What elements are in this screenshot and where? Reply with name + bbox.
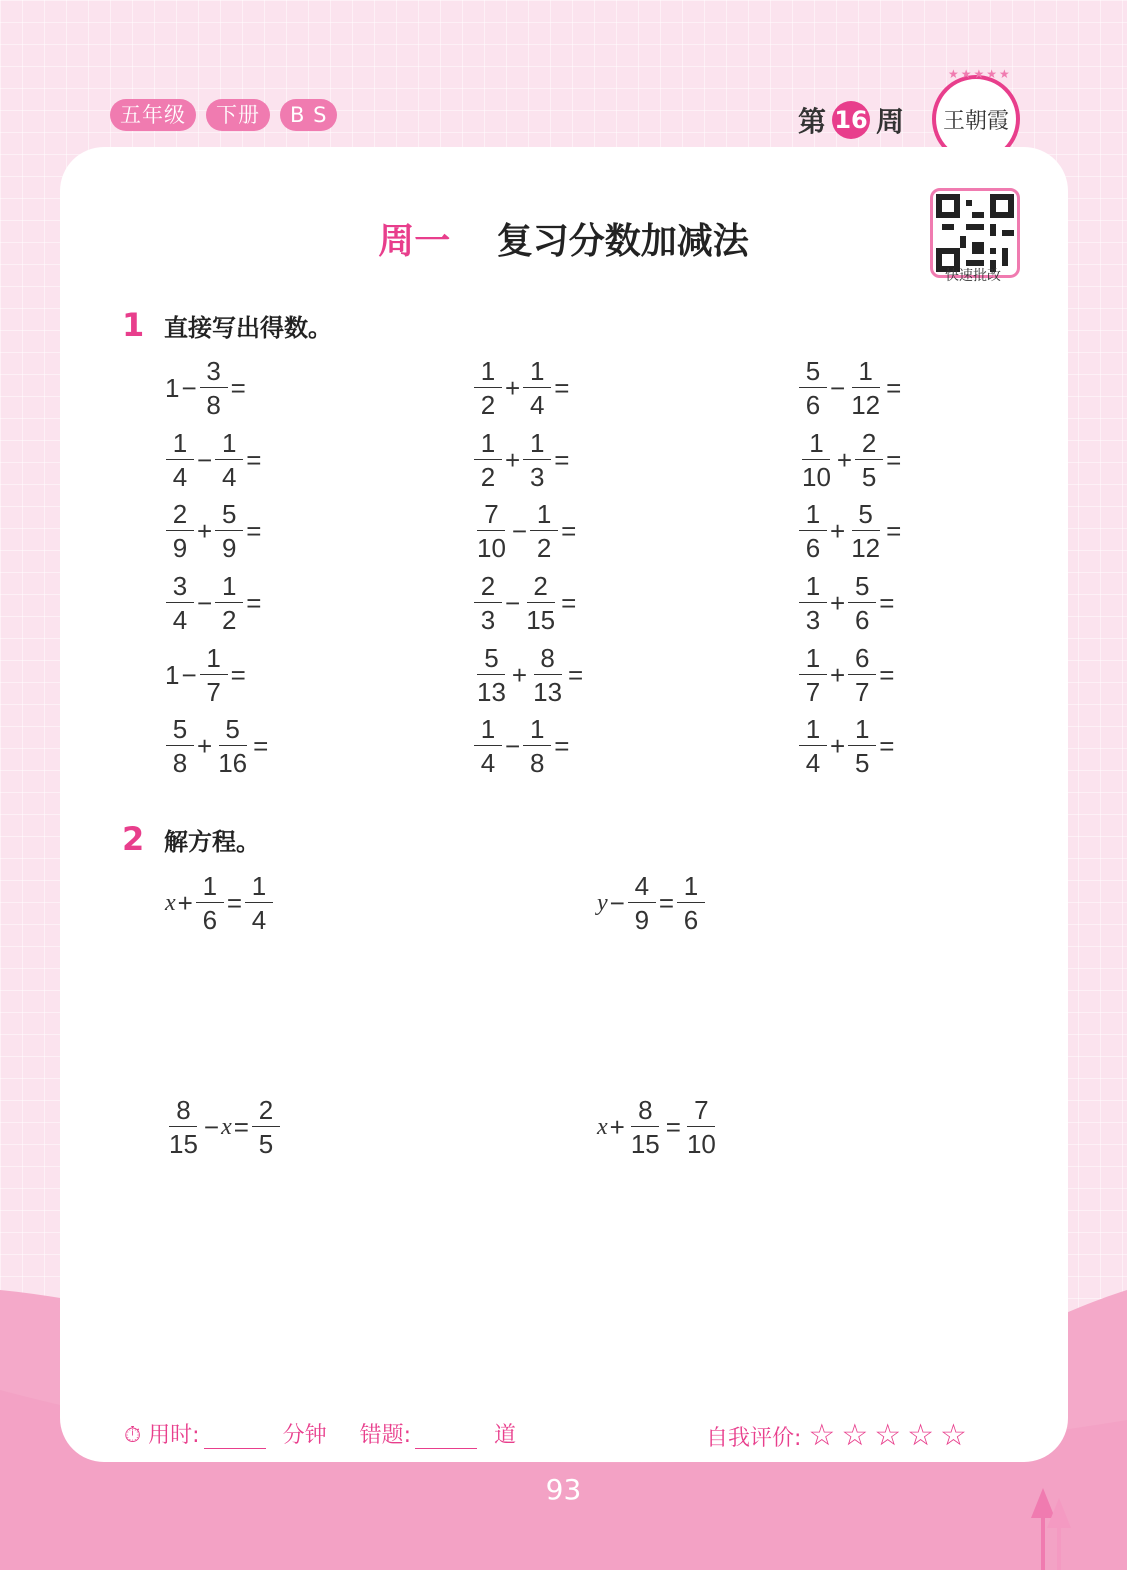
- denominator: 15: [169, 1129, 198, 1159]
- arithmetic-problem: [798, 358, 903, 418]
- fraction: [166, 1097, 201, 1157]
- fraction: [166, 716, 194, 776]
- denominator: 5: [258, 1129, 274, 1159]
- equation: [165, 1097, 281, 1157]
- operator: −: [203, 1111, 220, 1142]
- numerator: 1: [523, 716, 551, 746]
- errors-label: 错题:: [359, 1423, 412, 1448]
- denominator: 13: [477, 677, 506, 707]
- fraction: [799, 358, 827, 418]
- denominator: 6: [854, 605, 870, 635]
- numerator: 5: [799, 358, 827, 388]
- operator: =: [233, 1111, 249, 1142]
- numerator: 1: [200, 645, 228, 675]
- fraction: [215, 430, 243, 490]
- variable: y: [597, 889, 608, 916]
- arithmetic-problem: [165, 430, 263, 490]
- number: 1: [165, 659, 180, 690]
- arithmetic-problem: [473, 430, 571, 490]
- operator: =: [665, 1111, 681, 1142]
- operator: +: [836, 444, 853, 475]
- fraction: [523, 573, 558, 633]
- arithmetic-problem: [473, 573, 578, 633]
- operator: =: [246, 587, 262, 618]
- numerator: 2: [166, 501, 194, 531]
- denominator: 7: [854, 677, 870, 707]
- week-number: 16: [832, 101, 870, 139]
- arithmetic-problem: [165, 645, 248, 705]
- fraction: [474, 430, 502, 490]
- operator: +: [830, 587, 846, 618]
- footer-self-eval: [706, 1418, 973, 1453]
- fraction: [166, 573, 194, 633]
- equation: [165, 873, 274, 933]
- numerator: 2: [474, 573, 502, 603]
- denominator: 3: [805, 605, 821, 635]
- numerator: 4: [628, 873, 656, 903]
- denominator: 9: [172, 533, 188, 563]
- equation: [597, 873, 706, 933]
- numerator: 1: [802, 430, 830, 460]
- section-1-header: [122, 306, 332, 344]
- decor-arrows-icon: [1025, 1488, 1075, 1570]
- denominator: 16: [218, 748, 248, 778]
- fraction: [848, 645, 876, 705]
- operator: −: [830, 372, 846, 403]
- operator: =: [886, 444, 902, 475]
- operator: =: [879, 659, 895, 690]
- numerator: 1: [474, 430, 502, 460]
- numerator: 1: [523, 430, 551, 460]
- arithmetic-problem: [798, 573, 896, 633]
- denominator: 6: [805, 533, 821, 563]
- denominator: 5: [854, 748, 870, 778]
- operator: =: [879, 730, 895, 761]
- denominator: 6: [805, 390, 821, 420]
- title-day: 周一: [378, 221, 451, 262]
- denominator: 4: [172, 605, 188, 635]
- operator: =: [561, 515, 577, 546]
- arithmetic-problem: [473, 716, 571, 776]
- operator: =: [554, 372, 570, 403]
- operator: =: [554, 730, 570, 761]
- numerator: 1: [852, 358, 880, 388]
- fraction: [848, 716, 876, 776]
- fraction: [200, 645, 228, 705]
- numerator: 1: [474, 358, 502, 388]
- operator: +: [197, 515, 213, 546]
- operator: −: [511, 515, 528, 546]
- arithmetic-problem: [798, 645, 896, 705]
- fraction: [215, 573, 243, 633]
- time-label: 用时:: [148, 1423, 200, 1448]
- operator: =: [246, 444, 262, 475]
- numerator: 1: [799, 716, 827, 746]
- numerator: 8: [631, 1097, 659, 1127]
- denominator: 9: [634, 905, 650, 935]
- denominator: 10: [802, 462, 831, 492]
- operator: =: [879, 587, 895, 618]
- fraction: [200, 358, 228, 418]
- errors-unit: 道: [494, 1423, 517, 1448]
- numerator: 5: [848, 573, 876, 603]
- section-1-number: 1: [122, 306, 145, 344]
- operator: −: [609, 887, 625, 918]
- denominator: 8: [206, 390, 221, 420]
- denominator: 4: [172, 462, 188, 492]
- denominator: 4: [480, 748, 496, 778]
- arithmetic-problem: [473, 501, 578, 561]
- numerator: 7: [477, 501, 505, 531]
- denominator: 10: [686, 1129, 716, 1159]
- fraction: [166, 430, 194, 490]
- numerator: 5: [219, 716, 247, 746]
- denominator: 4: [221, 462, 237, 492]
- denominator: 12: [851, 390, 881, 420]
- numerator: 1: [215, 430, 243, 460]
- denominator: 2: [480, 462, 496, 492]
- numerator: 1: [677, 873, 705, 903]
- variable: x: [597, 1113, 608, 1140]
- numerator: 1: [799, 645, 827, 675]
- operator: +: [830, 515, 846, 546]
- numerator: 5: [166, 716, 194, 746]
- logo-stars-icon: ★★★★★: [948, 67, 1012, 81]
- volume-tag: 下册: [206, 99, 270, 131]
- numerator: 5: [215, 501, 243, 531]
- denominator: 7: [805, 677, 821, 707]
- section-1-title: 直接写出得数。: [164, 313, 332, 342]
- fraction: [474, 716, 502, 776]
- denominator: 3: [529, 462, 545, 492]
- fraction: [245, 873, 273, 933]
- operator: −: [181, 372, 197, 403]
- arithmetic-problem: [473, 358, 571, 418]
- fraction: [215, 501, 243, 561]
- denominator: 4: [805, 748, 821, 778]
- equation: [597, 1097, 720, 1157]
- numerator: 8: [534, 645, 562, 675]
- numerator: 1: [799, 501, 827, 531]
- fraction: [799, 573, 827, 633]
- operator: +: [197, 730, 213, 761]
- numerator: 3: [200, 358, 228, 388]
- time-input[interactable]: [204, 1424, 266, 1449]
- grade-tags: [110, 99, 337, 131]
- operator: −: [197, 587, 213, 618]
- edition-tag: B S: [280, 99, 337, 131]
- arithmetic-problem: [798, 716, 896, 776]
- operator: =: [568, 659, 584, 690]
- fraction: [252, 1097, 280, 1157]
- denominator: 2: [536, 533, 552, 563]
- numerator: 1: [166, 430, 194, 460]
- numerator: 3: [166, 573, 194, 603]
- fraction: [523, 716, 551, 776]
- numerator: 6: [848, 645, 876, 675]
- fraction: [628, 1097, 663, 1157]
- numerator: 1: [523, 358, 551, 388]
- numerator: 1: [196, 873, 224, 903]
- denominator: 15: [526, 605, 556, 635]
- numerator: 1: [848, 716, 876, 746]
- fraction: [523, 358, 551, 418]
- operator: −: [505, 587, 521, 618]
- minutes-label: 分钟: [282, 1423, 327, 1448]
- denominator: 2: [221, 605, 237, 635]
- fraction: [530, 645, 565, 705]
- numerator: 2: [855, 430, 883, 460]
- arithmetic-problem: [473, 645, 585, 705]
- operator: =: [230, 372, 246, 403]
- fraction: [474, 358, 502, 418]
- operator: −: [181, 659, 197, 690]
- operator: +: [505, 372, 521, 403]
- arithmetic-problem: [165, 358, 248, 418]
- fraction: [523, 430, 551, 490]
- operator: +: [511, 659, 528, 690]
- week-indicator: [798, 100, 904, 140]
- fraction: [474, 645, 509, 705]
- numerator: 1: [245, 873, 273, 903]
- numerator: 7: [687, 1097, 715, 1127]
- numerator: 2: [252, 1097, 280, 1127]
- self-eval-label: 自我评价:: [706, 1426, 802, 1451]
- arithmetic-problem: [165, 501, 263, 561]
- denominator: 3: [480, 605, 496, 635]
- fraction: [684, 1097, 719, 1157]
- denominator: 7: [206, 677, 221, 707]
- section-2-header: [122, 820, 260, 858]
- numerator: 8: [169, 1097, 197, 1127]
- fraction: [799, 716, 827, 776]
- operator: +: [830, 730, 846, 761]
- operator: =: [886, 372, 902, 403]
- section-2-title: 解方程。: [164, 827, 260, 856]
- denominator: 5: [861, 462, 877, 492]
- operator: −: [197, 444, 213, 475]
- denominator: 8: [172, 748, 188, 778]
- fraction: [799, 645, 827, 705]
- denominator: 4: [529, 390, 545, 420]
- denominator: 8: [529, 748, 545, 778]
- numerator: 5: [477, 645, 505, 675]
- denominator: 13: [533, 677, 563, 707]
- arithmetic-problem: [798, 501, 903, 561]
- numerator: 1: [215, 573, 243, 603]
- operator: =: [226, 887, 243, 918]
- fraction: [474, 501, 509, 561]
- fraction: [166, 501, 194, 561]
- worksheet-card: [60, 147, 1068, 1462]
- fraction: [848, 501, 883, 561]
- denominator: 15: [630, 1129, 660, 1159]
- title-topic: 复习分数加减法: [496, 221, 749, 262]
- operator: =: [554, 444, 570, 475]
- fraction: [196, 873, 224, 933]
- denominator: 2: [480, 390, 496, 420]
- page-number: 93: [545, 1473, 582, 1506]
- footer-time-errors: [124, 1418, 516, 1449]
- qr-label: 快速批改: [945, 268, 1001, 284]
- operator: =: [561, 587, 577, 618]
- grade-tag: 五年级: [110, 99, 196, 131]
- logo-text: 王朝霞: [942, 108, 1009, 134]
- numerator: 5: [852, 501, 880, 531]
- fraction: [799, 430, 834, 490]
- fraction: [799, 501, 827, 561]
- arithmetic-problem: [798, 430, 903, 490]
- fraction: [848, 573, 876, 633]
- operator: −: [505, 730, 521, 761]
- operator: =: [886, 515, 902, 546]
- rating-stars[interactable]: ☆☆☆☆☆: [808, 1418, 973, 1453]
- fraction: [677, 873, 705, 933]
- fraction: [474, 573, 502, 633]
- section-2-number: 2: [122, 820, 145, 858]
- fraction: [855, 430, 883, 490]
- number: 1: [165, 372, 180, 403]
- fraction: [628, 873, 656, 933]
- numerator: 1: [474, 716, 502, 746]
- errors-input[interactable]: [415, 1424, 477, 1449]
- week-prefix: 第: [798, 105, 827, 138]
- denominator: 6: [683, 905, 699, 935]
- variable: x: [165, 889, 176, 916]
- numerator: 2: [527, 573, 555, 603]
- fraction: [215, 716, 250, 776]
- operator: =: [230, 659, 246, 690]
- operator: +: [177, 887, 193, 918]
- timer-icon: ⏱: [124, 1423, 142, 1448]
- operator: =: [253, 730, 269, 761]
- numerator: 1: [530, 501, 558, 531]
- operator: =: [246, 515, 262, 546]
- fraction: [530, 501, 558, 561]
- denominator: 9: [221, 533, 237, 563]
- denominator: 12: [851, 533, 881, 563]
- arithmetic-problem: [165, 573, 263, 633]
- week-suffix: 周: [876, 105, 905, 138]
- denominator: 10: [477, 533, 506, 563]
- fraction: [848, 358, 883, 418]
- operator: +: [505, 444, 521, 475]
- numerator: 1: [799, 573, 827, 603]
- denominator: 6: [202, 905, 218, 935]
- operator: =: [658, 887, 675, 918]
- variable: x: [221, 1113, 232, 1140]
- operator: +: [830, 659, 846, 690]
- denominator: 4: [251, 905, 267, 935]
- arithmetic-problem: [165, 716, 270, 776]
- operator: +: [609, 1111, 625, 1142]
